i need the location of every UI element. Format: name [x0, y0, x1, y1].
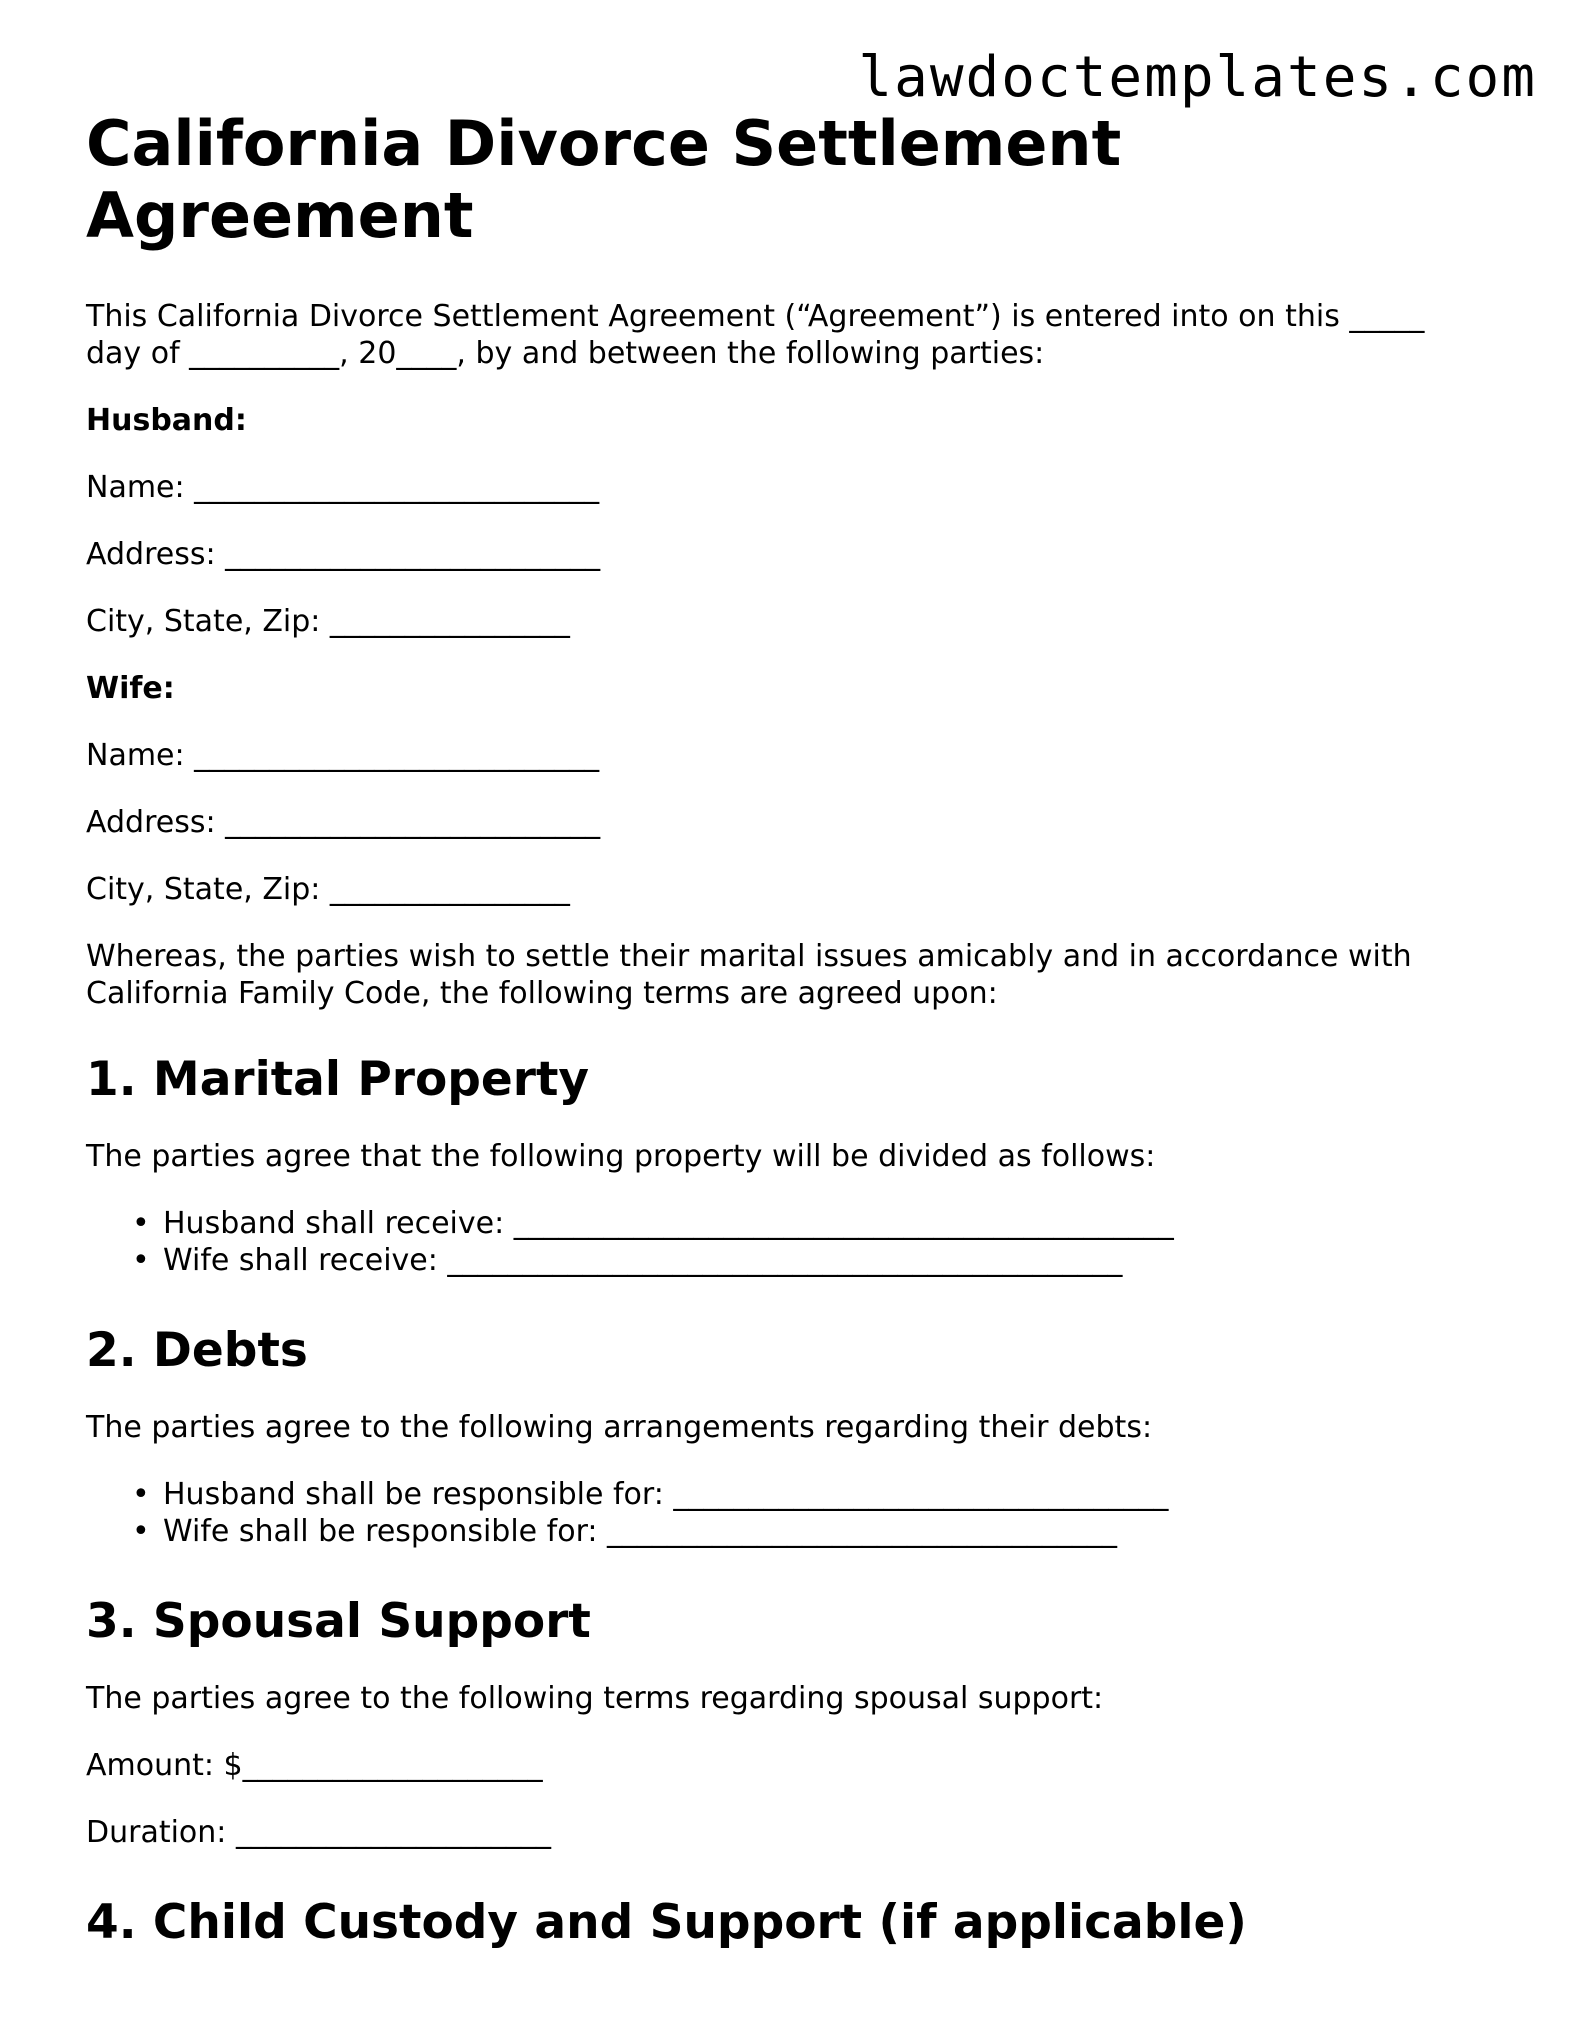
whereas-paragraph: Whereas, the parties wish to settle their marital issues amicably and in accordance with California Family Code, the following terms are agreed upon: — [86, 939, 1412, 1011]
wife-name-field: Name: ___________________________ — [86, 738, 600, 773]
wife-address-field: Address: _________________________ — [86, 805, 601, 840]
spousal-support-duration-field: Duration: _____________________ — [86, 1815, 551, 1850]
bullet-icon: • — [132, 1477, 150, 1512]
section-heading-debts: 2. Debts — [86, 1323, 308, 1378]
intro-paragraph: This California Divorce Settlement Agreement (“Agreement”) is entered into on this _____ day of __________, 20____, by and between the following parties: — [86, 299, 1425, 371]
bullet-icon: • — [132, 1206, 150, 1241]
section-heading-spousal-support: 3. Spousal Support — [86, 1594, 591, 1649]
section-heading-marital-property: 1. Marital Property — [86, 1052, 590, 1107]
husband-address-field: Address: _________________________ — [86, 537, 601, 572]
document-page — [86, 108, 1506, 1981]
bullet-icon: • — [132, 1514, 150, 1549]
list-item — [86, 1513, 1506, 1550]
wife-city-state-zip-field: City, State, Zip: ________________ — [86, 872, 570, 907]
document-title: California Divorce Settlement Agreement — [86, 107, 1122, 252]
list-item — [86, 1476, 1506, 1513]
husband-city-state-zip-field: City, State, Zip: ________________ — [86, 604, 570, 639]
marital-property-text: The parties agree that the following property will be divided as follows: — [86, 1139, 1156, 1174]
bullet-icon: • — [132, 1243, 150, 1278]
husband-name-field: Name: ___________________________ — [86, 470, 600, 505]
list-item — [86, 1205, 1506, 1242]
watermark-logo-text: lawdoctemplates.com — [858, 45, 1537, 110]
marital-property-list — [86, 1205, 1506, 1279]
debts-list — [86, 1476, 1506, 1550]
wife-label: Wife: — [86, 671, 175, 706]
spousal-support-text: The parties agree to the following terms regarding spousal support: — [86, 1681, 1104, 1716]
list-item-text: Wife shall receive: _____________________________________________ — [163, 1243, 1123, 1278]
list-item-text: Wife shall be responsible for: __________________________________ — [163, 1514, 1118, 1549]
list-item-text: Husband shall receive: ____________________________________________ — [163, 1206, 1174, 1241]
section-heading-child-custody: 4. Child Custody and Support (if applicable) — [86, 1895, 1247, 1950]
spousal-support-amount-field: Amount: $____________________ — [86, 1748, 543, 1783]
list-item-text: Husband shall be responsible for: _________________________________ — [163, 1477, 1169, 1512]
list-item — [86, 1242, 1506, 1279]
debts-text: The parties agree to the following arrangements regarding their debts: — [86, 1410, 1153, 1445]
husband-label: Husband: — [86, 403, 247, 438]
